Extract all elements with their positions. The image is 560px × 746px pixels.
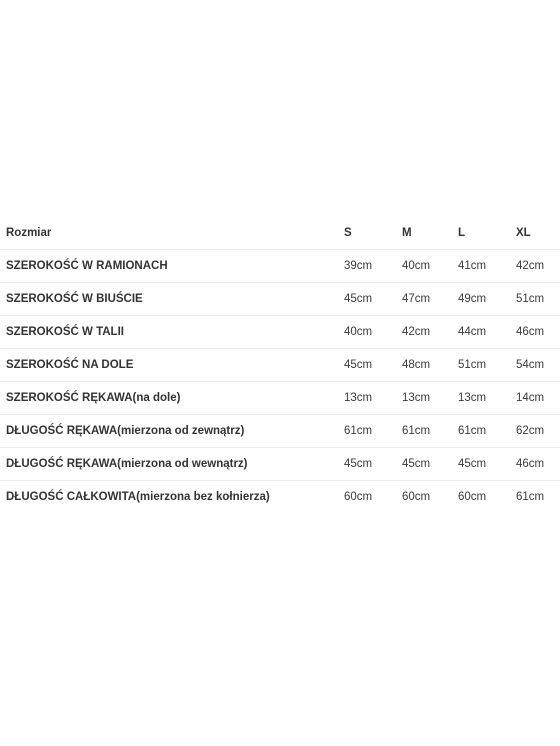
cell-l: 44cm <box>458 316 516 349</box>
cell-xl: 61cm <box>516 491 545 503</box>
row-label: SZEROKOŚĆ W BIUŚCIE <box>0 283 344 316</box>
cell-m: 61cm <box>402 415 458 448</box>
cell-s: 45cm <box>344 283 402 316</box>
cell-s: 13cm <box>344 382 402 415</box>
table-row <box>0 448 560 481</box>
cell-l: 41cm <box>458 250 516 283</box>
cell-xl: 42cm <box>516 250 560 283</box>
cell-m: 45cm <box>402 448 458 481</box>
table-header-row <box>0 217 560 250</box>
row-label: SZEROKOŚĆ RĘKAWA(na dole) <box>0 382 344 415</box>
table-row <box>0 415 560 448</box>
table-row <box>0 316 560 349</box>
cell-s: 45cm <box>344 349 402 382</box>
cell-xl: 46cm <box>516 316 560 349</box>
cell-l: 61cm <box>458 415 516 448</box>
row-label: DŁUGOŚĆ RĘKAWA(mierzona od zewnątrz) <box>0 415 344 448</box>
cell-xl: 54cm <box>516 349 560 382</box>
cell-m: 60cm <box>402 491 431 503</box>
table-row <box>0 481 560 514</box>
row-label: SZEROKOŚĆ W RAMIONACH <box>0 250 344 283</box>
cell-s: 40cm <box>344 316 402 349</box>
cell-xl: 51cm <box>516 283 560 316</box>
row-label: SZEROKOŚĆ NA DOLE <box>0 349 344 382</box>
cell-xl: 62cm <box>516 415 560 448</box>
cell-s: 60cm <box>344 491 373 503</box>
header-size-l: L <box>458 217 516 250</box>
cell-s: 61cm <box>344 415 402 448</box>
cell-l: 49cm <box>458 283 516 316</box>
cell-l: 51cm <box>458 349 516 382</box>
cell-l: 45cm <box>458 448 516 481</box>
cell-xl: 46cm <box>516 448 560 481</box>
cell-m: 48cm <box>402 349 458 382</box>
cell-m: 13cm <box>402 382 458 415</box>
table-row <box>0 382 560 415</box>
size-chart-table <box>0 217 560 513</box>
cell-m: 47cm <box>402 283 458 316</box>
cell-m: 40cm <box>402 250 458 283</box>
table-row <box>0 349 560 382</box>
cell-l: 13cm <box>458 382 516 415</box>
cell-m: 42cm <box>402 316 458 349</box>
table-row <box>0 250 560 283</box>
row-label: DŁUGOŚĆ RĘKAWA(mierzona od wewnątrz) <box>0 448 344 481</box>
cell-xl: 14cm <box>516 382 560 415</box>
header-size-m: M <box>402 217 458 250</box>
row-label: DŁUGOŚĆ CAŁKOWITA(mierzona bez kołnierza) <box>6 491 270 503</box>
header-size-xl: XL <box>516 217 560 250</box>
cell-s: 39cm <box>344 250 402 283</box>
header-size-label: Rozmiar <box>0 217 344 250</box>
header-size-s: S <box>344 217 402 250</box>
cell-l: 60cm <box>458 491 487 503</box>
cell-s: 45cm <box>344 448 402 481</box>
row-label: SZEROKOŚĆ W TALII <box>0 316 344 349</box>
table-row <box>0 283 560 316</box>
